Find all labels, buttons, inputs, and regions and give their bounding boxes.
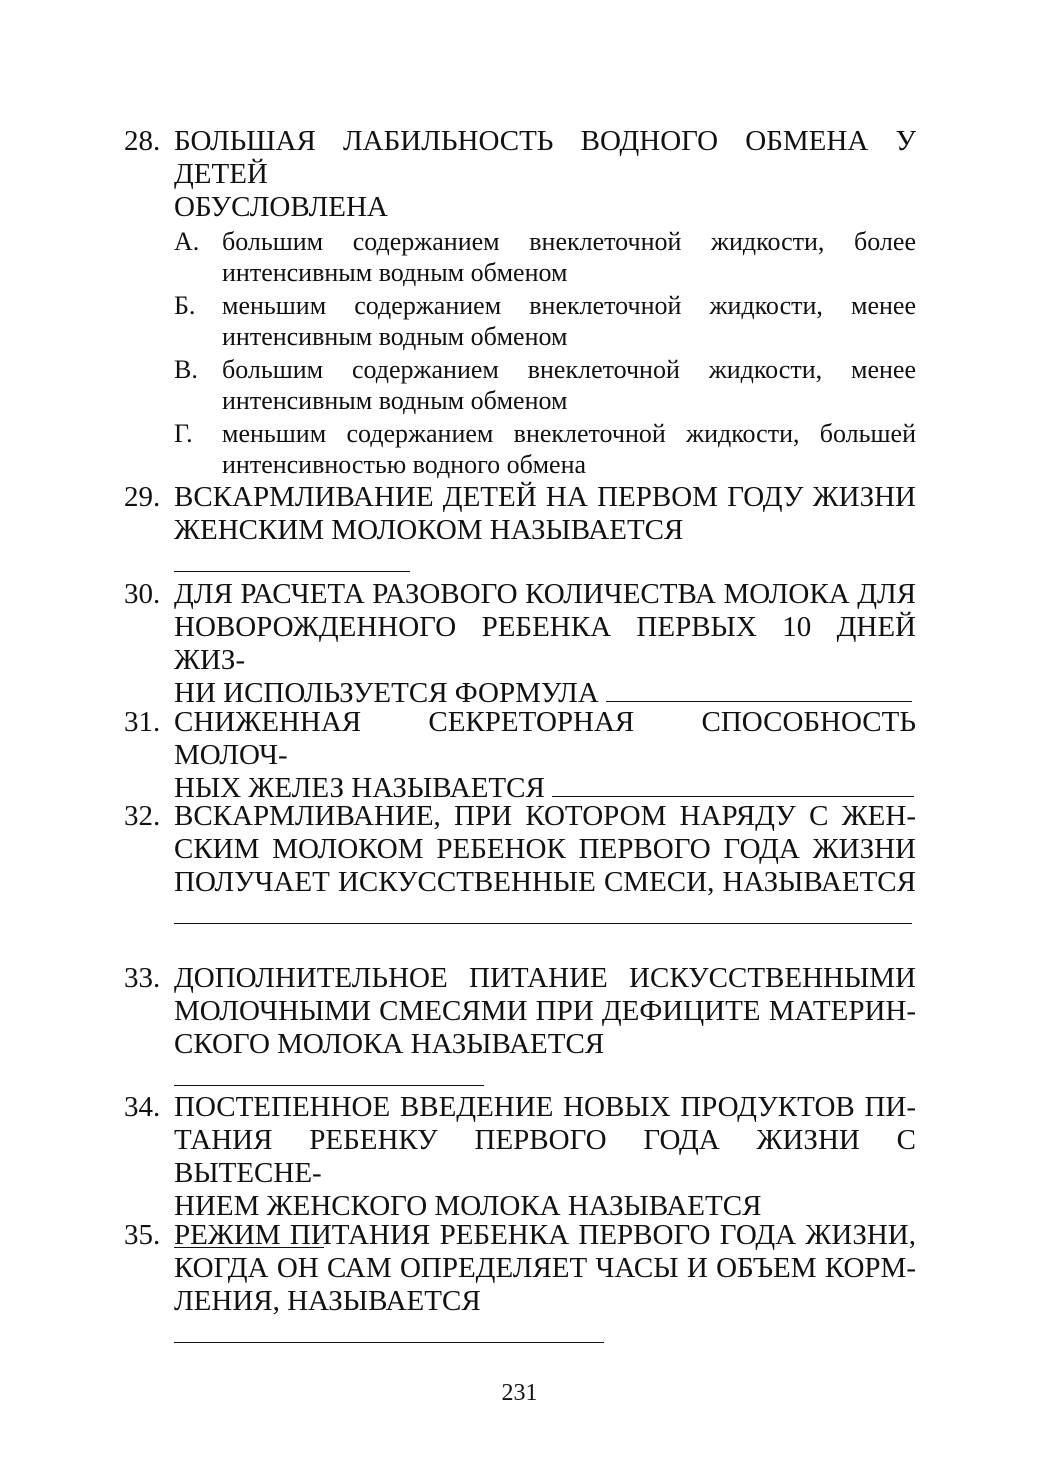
option-b: [174, 290, 916, 352]
option-line: интенсивным водным обменом: [222, 258, 568, 287]
page-number: 231: [501, 1380, 538, 1406]
question-number: 33.: [124, 962, 161, 994]
option-text: [222, 354, 916, 416]
answer-blank[interactable]: [174, 1318, 604, 1343]
question-text: [174, 800, 916, 932]
option-text: [222, 418, 916, 480]
question-line: ВСКАРМЛИВАНИЕ, ПРИ КОТОРОМ НАРЯДУ С ЖЕН-: [174, 800, 916, 832]
question-number: 35.: [124, 1219, 161, 1251]
question-number: 31.: [124, 706, 161, 738]
question-text: [174, 125, 916, 224]
question-line: [174, 514, 916, 580]
answer-blank[interactable]: [174, 899, 912, 924]
question-line: БОЛЬШАЯ ЛАБИЛЬНОСТЬ ВОДНОГО ОБМЕНА У ДЕТЕЙ: [174, 125, 916, 190]
answer-options: [174, 226, 916, 480]
option-line: большим содержанием внеклеточной жидкости, менее: [222, 355, 916, 384]
question-line-text: НЫХ ЖЕЛЕЗ НАЗЫВАЕТСЯ: [174, 772, 545, 804]
question-30: [124, 578, 916, 710]
question-33: [124, 962, 916, 1094]
option-line: меньшим содержанием внеклеточной жидкости, менее: [222, 291, 916, 320]
question-text: [174, 1219, 916, 1351]
answer-blank[interactable]: [552, 772, 914, 797]
question-line: ВСКАРМЛИВАНИЕ ДЕТЕЙ НА ПЕРВОМ ГОДУ ЖИЗНИ: [174, 481, 916, 513]
option-line: интенсивным водным обменом: [222, 386, 568, 415]
option-text: [222, 290, 916, 352]
question-line-text: СКОГО МОЛОКА НАЗЫВАЕТСЯ: [174, 1028, 605, 1060]
question-line: ДЛЯ РАСЧЕТА РАЗОВОГО КОЛИЧЕСТВА МОЛОКА ДЛЯ: [174, 578, 916, 610]
question-29: [124, 481, 916, 580]
question-28: [124, 125, 916, 482]
question-line: [174, 899, 916, 932]
option-letter: В.: [174, 355, 198, 384]
question-text: [174, 706, 916, 805]
question-line-text: НИ ИСПОЛЬЗУЕТСЯ ФОРМУЛА: [174, 677, 599, 709]
question-number: 34.: [124, 1091, 161, 1123]
question-line: [174, 1028, 916, 1094]
option-letter: Г.: [174, 419, 193, 448]
question-32: [124, 800, 916, 932]
question-number: 29.: [124, 481, 161, 513]
question-line-text: ЛЕНИЯ, НАЗЫВАЕТСЯ: [174, 1285, 481, 1317]
question-line: РЕЖИМ ПИТАНИЯ РЕБЕНКА ПЕРВОГО ГОДА ЖИЗНИ,: [174, 1219, 916, 1251]
question-text: [174, 962, 916, 1094]
question-line: СКИМ МОЛОКОМ РЕБЕНОК ПЕРВОГО ГОДА ЖИЗНИ: [174, 833, 916, 865]
question-line-text: ЖЕНСКИМ МОЛОКОМ НАЗЫВАЕТСЯ: [174, 514, 684, 546]
question-line: ПОЛУЧАЕТ ИСКУССТВЕННЫЕ СМЕСИ, НАЗЫВАЕТСЯ: [174, 866, 916, 898]
question-line-text: НИЕМ ЖЕНСКОГО МОЛОКА НАЗЫВАЕТСЯ: [174, 1190, 762, 1222]
option-line: меньшим содержанием внеклеточной жидкости, большей: [222, 419, 916, 448]
question-line: МОЛОЧНЫМИ СМЕСЯМИ ПРИ ДЕФИЦИТЕ МАТЕРИН-: [174, 995, 916, 1027]
question-number: 32.: [124, 800, 161, 832]
question-text: [174, 578, 916, 710]
question-line: ТАНИЯ РЕБЕНКУ ПЕРВОГО ГОДА ЖИЗНИ С ВЫТЕСНЕ-: [174, 1124, 916, 1189]
question-line: СНИЖЕННАЯ СЕКРЕТОРНАЯ СПОСОБНОСТЬ МОЛОЧ-: [174, 706, 916, 771]
option-text: [222, 226, 916, 288]
question-text: [174, 481, 916, 580]
answer-blank[interactable]: [174, 1061, 484, 1086]
question-line: [174, 1285, 916, 1351]
option-a: [174, 226, 916, 288]
option-letter: А.: [174, 227, 200, 256]
option-line: интенсивным водным обменом: [222, 322, 568, 351]
question-line: ПОСТЕПЕННОЕ ВВЕДЕНИЕ НОВЫХ ПРОДУКТОВ ПИ-: [174, 1091, 916, 1123]
option-letter: Б.: [174, 291, 196, 320]
option-g: [174, 418, 916, 480]
question-31: [124, 706, 916, 805]
option-line: интенсивностью водного обмена: [222, 450, 587, 479]
option-v: [174, 354, 916, 416]
answer-blank[interactable]: [606, 677, 912, 702]
option-line: большим содержанием внеклеточной жидкости, более: [222, 227, 916, 256]
question-line: ОБУСЛОВЛЕНА: [174, 191, 388, 223]
question-number: 28.: [124, 125, 161, 157]
question-number: 30.: [124, 578, 161, 610]
question-line: КОГДА ОН САМ ОПРЕДЕЛЯЕТ ЧАСЫ И ОБЪЕМ КОРМ-: [174, 1252, 916, 1284]
question-line: ДОПОЛНИТЕЛЬНОЕ ПИТАНИЕ ИСКУССТВЕННЫМИ: [174, 962, 916, 994]
answer-blank[interactable]: [174, 547, 410, 572]
question-35: [124, 1219, 916, 1351]
question-line: НОВОРОЖДЕННОГО РЕБЕНКА ПЕРВЫХ 10 ДНЕЙ ЖИЗ-: [174, 611, 916, 676]
